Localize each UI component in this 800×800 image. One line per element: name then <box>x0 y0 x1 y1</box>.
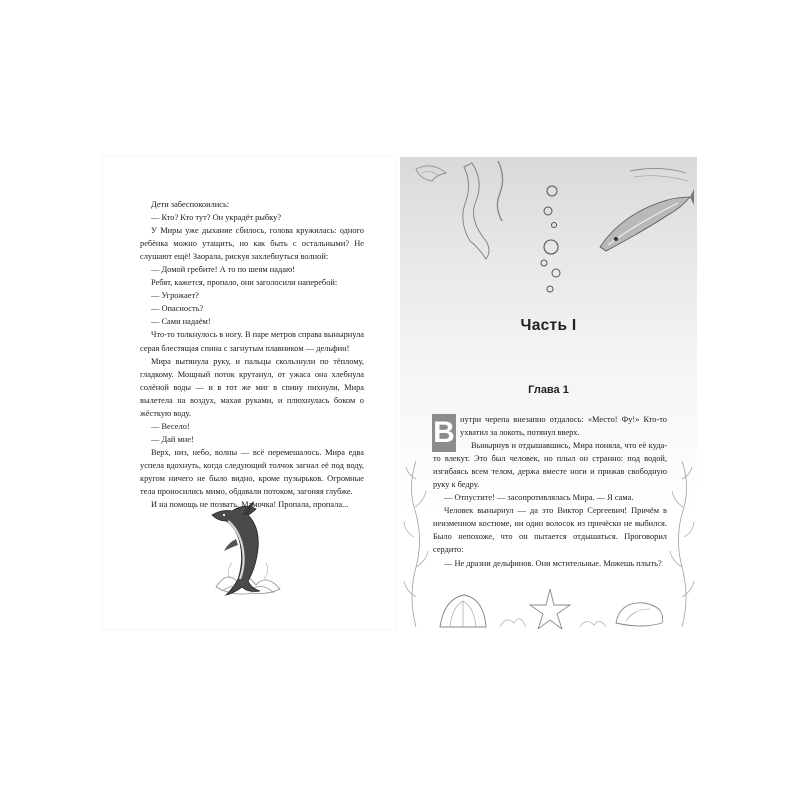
paragraph: Что-то толкнулось в ногу. В паре метров справа вынырнула серая блестящая спина с загнутым плавником — дельфин! <box>140 330 364 353</box>
paragraph: — Угрожает? <box>151 291 199 301</box>
paragraph-text: нутри черепа внезапно отдалось: «Место! Фу!» Кто-то ухватил за локоть, потянул вверх. <box>460 415 667 438</box>
bubbles-icon <box>530 183 580 303</box>
seaweed-icon <box>406 161 516 261</box>
left-page <box>103 157 395 629</box>
fish-icon <box>590 167 695 257</box>
paragraph: Дети забеспокоились: <box>151 200 230 209</box>
paragraph: — Домой гребите! А то по шеям надаю! <box>151 265 295 275</box>
paragraph: У Миры уже дыхание сбилось, голова кружилась: одного ребёнка можно утащить, но как быть с остальными? Не слушают ещё! Заорала, рискуя захлебнуться волной: <box>140 226 364 262</box>
dolphin-icon <box>208 499 288 604</box>
paragraph: — Опасность? <box>151 304 204 314</box>
chapter-title: Глава 1 <box>528 384 569 396</box>
paragraph <box>433 413 667 449</box>
paragraph: Человек вынырнул — да это Виктор Сергеевич! Причём в неизменном костюме, ни один волосок из причёски не выбился. Было непохоже, что он пытается отдышаться. Проговорил сердито: <box>433 506 667 555</box>
drop-cap: В <box>432 414 456 452</box>
left-page-text <box>140 198 364 511</box>
part-title: Часть I <box>520 317 577 334</box>
paragraph: Верх, низ, небо, волны — всё перемешалось. Мира едва успела вдохнуть, когда следующий толчок загнал её под воду, кругом ничего не было видно, кроме пузырьков. Огромные тела проносились мимо, обдавали потоком, загоняя глубже. <box>140 447 364 497</box>
paragraph: — Сами надаём! <box>151 317 211 327</box>
seaweed-left-icon <box>402 457 430 627</box>
right-page-text <box>433 413 667 570</box>
paragraph: Ребят, кажется, пропало, они заголосили наперебой: <box>151 278 338 288</box>
shells-icon <box>430 577 670 629</box>
paragraph: И на помощь не позвать. Мамочка! Пропала, пропала... <box>151 500 349 510</box>
paragraph: — Весело! <box>151 421 190 431</box>
paragraph: — Дай мне! <box>151 434 194 444</box>
paragraph: Вынырнув и отдышавшись, Мира поняла, что её куда-то влекут. Это был человек, но плыл он странно: под водой, изгибаясь всем телом, держа вместе ноги и прижав свободную руку к бедру. <box>433 441 667 490</box>
paragraph: — Не дразни дельфинов. Они мстительные. Можешь плыть? <box>444 558 662 568</box>
paragraph: Мира вытянула руку, и пальцы скользнули по тёплому, гладкому. Мощный поток крутанул, от ужаса она хлебнула солёной воды — и в тот же миг в спину пихнули, Мира вылетела на воздух, махая руками, и плюхнулась боком о жёсткую воду. <box>140 356 364 418</box>
right-page <box>400 157 697 629</box>
paragraph: — Отпустите! — засопротивлялась Мира. — Я сама. <box>444 493 634 503</box>
paragraph: — Кто? Кто тут? Он украдёт рыбку? <box>151 213 282 223</box>
seaweed-right-icon <box>668 457 696 627</box>
